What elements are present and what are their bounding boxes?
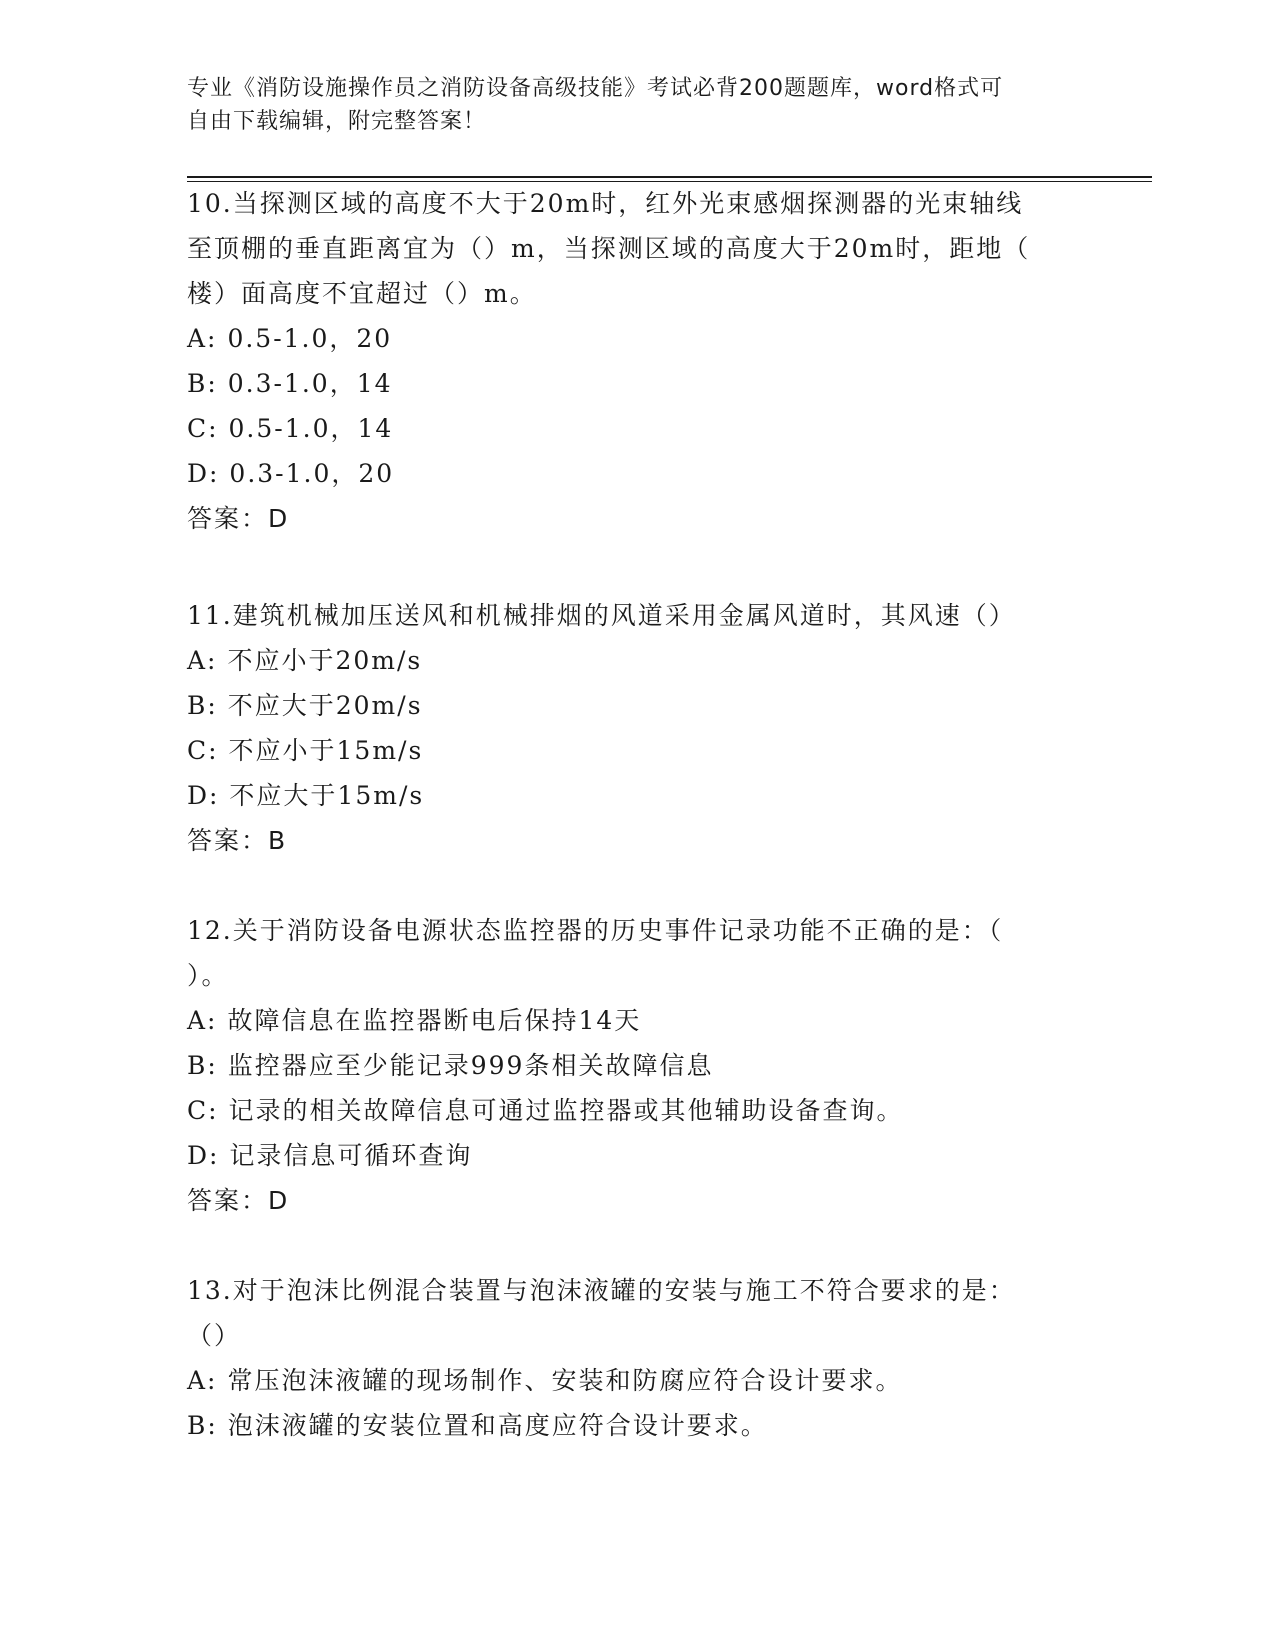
question-stem-line: （）: [187, 1321, 242, 1350]
answer-line: 答案：B: [187, 826, 288, 855]
option-text: 0.5-1.0，20: [227, 324, 393, 353]
question-stem-line: 13.对于泡沫比例混合装置与泡沫液罐的安装与施工不符合要求的是：: [187, 1276, 1016, 1305]
option-a: [187, 998, 1087, 1043]
question-13: [187, 1268, 1087, 1448]
answer-line: 答案：D: [187, 504, 290, 533]
answer-line: 答案：D: [187, 1186, 290, 1215]
question-stem-line: 至顶棚的垂直距离宜为（）m，当探测区域的高度大于20m时，距地（: [187, 234, 1031, 263]
question-12: [187, 908, 1087, 1223]
option-b: [187, 1403, 1087, 1448]
option-text: 故障信息在监控器断电后保持14天: [227, 1006, 642, 1035]
question-stem-line: 楼）面高度不宜超过（）m。: [187, 279, 537, 308]
option-c: [187, 1088, 1087, 1133]
option-text: 监控器应至少能记录999条相关故障信息: [227, 1051, 714, 1080]
option-letter: C:: [187, 736, 219, 765]
option-d: [187, 451, 1087, 496]
option-text: 不应大于15m/s: [229, 781, 425, 810]
question-stem-line: 12.关于消防设备电源状态监控器的历史事件记录功能不正确的是：（: [187, 916, 1004, 945]
question-stem-line: 11.建筑机械加压送风和机械排烟的风道采用金属风道时，其风速（）: [187, 601, 1016, 630]
option-text: 不应小于15m/s: [228, 736, 424, 765]
option-letter: A:: [187, 1366, 218, 1395]
option-b: [187, 683, 1087, 728]
header-line-1: 专业《消防设施操作员之消防设备高级技能》考试必背200题题库，word格式可: [187, 76, 1004, 101]
header-line-2: 自由下载编辑，附完整答案！: [187, 109, 487, 134]
option-text: 记录的相关故障信息可通过监控器或其他辅助设备查询。: [228, 1096, 904, 1125]
option-b: [187, 1043, 1087, 1088]
option-letter: D:: [187, 781, 220, 810]
option-text: 泡沫液罐的安装位置和高度应符合设计要求。: [227, 1411, 768, 1440]
option-text: 0.5-1.0，14: [228, 414, 394, 443]
option-letter: B:: [187, 369, 218, 398]
question-11: [187, 593, 1087, 863]
option-letter: A:: [187, 1006, 218, 1035]
option-d: [187, 1133, 1087, 1178]
option-a: [187, 1358, 1087, 1403]
option-text: 记录信息可循环查询: [229, 1141, 473, 1170]
option-letter: B:: [187, 1051, 218, 1080]
option-c: [187, 728, 1087, 773]
option-text: 不应大于20m/s: [227, 691, 423, 720]
option-letter: C:: [187, 1096, 219, 1125]
option-letter: C:: [187, 414, 219, 443]
option-letter: D:: [187, 459, 220, 488]
question-stem-line: ）。: [187, 961, 229, 990]
question-10: [187, 181, 1087, 541]
document-header: [187, 72, 1067, 138]
option-d: [187, 773, 1087, 818]
option-b: [187, 361, 1087, 406]
option-text: 0.3-1.0，20: [229, 459, 395, 488]
option-a: [187, 316, 1087, 361]
option-c: [187, 406, 1087, 451]
option-letter: A:: [187, 324, 218, 353]
option-a: [187, 638, 1087, 683]
question-stem-line: 10.当探测区域的高度不大于20m时，红外光束感烟探测器的光束轴线: [187, 189, 1024, 218]
option-letter: A:: [187, 646, 218, 675]
option-letter: D:: [187, 1141, 220, 1170]
option-letter: B:: [187, 691, 218, 720]
option-text: 0.3-1.0，14: [227, 369, 393, 398]
header-divider-thick: [187, 176, 1152, 178]
option-text: 不应小于20m/s: [227, 646, 423, 675]
option-letter: B:: [187, 1411, 218, 1440]
option-text: 常压泡沫液罐的现场制作、安装和防腐应符合设计要求。: [227, 1366, 903, 1395]
